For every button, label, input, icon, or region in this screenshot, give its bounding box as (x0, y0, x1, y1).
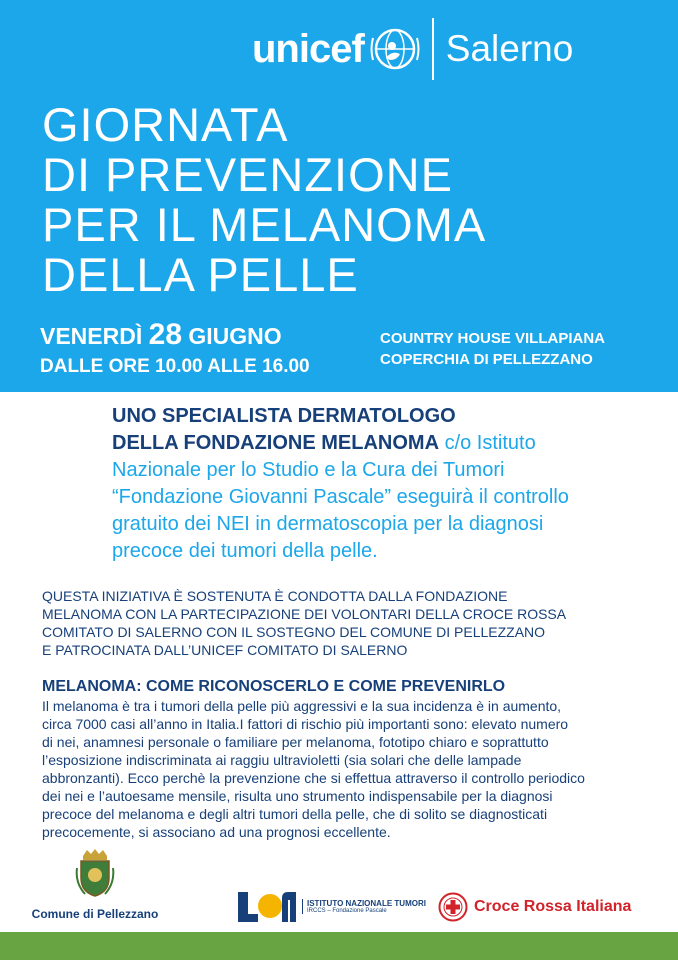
specialist-line: “Fondazione Giovanni Pascale” eseguirà il controllo (112, 486, 569, 508)
header-banner (0, 0, 678, 392)
city-name: Salerno (445, 28, 574, 69)
melanoma-line: precoce del melanoma e degli altri tumori della pelle, che di solito se diagnosticati (42, 806, 548, 822)
unicef-wordmark: unicef (252, 26, 364, 71)
istituto-tumori-logo-icon (236, 888, 298, 924)
melanoma-line: Il melanoma è tra i tumori della pelle più aggressivi e la sua incidenza è in aumento, (42, 698, 562, 714)
cri-logo (438, 892, 631, 922)
date-month: GIUGNO (188, 323, 282, 349)
melanoma-line: abbronzanti). Ecco perchè la prevenzione che si effettua attraverso il controllo periodico (42, 770, 585, 786)
date-weekday: VENERDÌ (40, 323, 143, 349)
istituto-logo (236, 888, 426, 924)
footer-bar (0, 932, 678, 960)
red-cross-icon (438, 892, 468, 922)
support-line: E PATROCINATA DALL’UNICEF COMITATO DI SALERNO (42, 642, 408, 658)
unicef-brand (252, 18, 573, 80)
date-day: 28 (148, 318, 183, 351)
specialist-section (112, 403, 652, 565)
venue-line: COPERCHIA DI PELLEZZANO (380, 351, 593, 368)
melanoma-body (42, 697, 652, 841)
melanoma-line: dei nei e l’autoesame mensile, risulta uno strumento indispensabile per la diagnosi (42, 788, 553, 804)
specialist-heading: UNO SPECIALISTA DERMATOLOGO (112, 405, 456, 427)
cri-label: Croce Rossa Italiana (474, 898, 632, 915)
specialist-line: gratuito dei NEI in dermatoscopia per la diagnosi (112, 513, 544, 535)
comune-logo (30, 848, 160, 921)
comune-label: Comune di Pellezzano (31, 907, 159, 921)
specialist-line (112, 430, 652, 457)
unicef-globe-icon (370, 24, 420, 74)
event-venue (380, 328, 605, 370)
istituto-subname: IRCCS – Fondazione Pascale (307, 907, 387, 914)
melanoma-line: circa 7000 casi all’anno in Italia.I fattori di rischio più importanti sono: elevato numero (42, 716, 569, 732)
melanoma-line: l’esposizione indiscriminata ai raggiu ultravioletti (sia solari che delle lampade (42, 752, 522, 768)
support-line: COMITATO DI SALERNO CON IL SOSTEGNO DEL COMUNE DI PELLEZZANO (42, 624, 546, 640)
event-title (42, 100, 486, 300)
event-date (40, 318, 282, 352)
brand-divider (432, 18, 434, 80)
istituto-name: ISTITUTO NAZIONALE TUMORI (307, 898, 426, 908)
melanoma-line: di nei, anamnesi personale o familiare per melanoma, fototipo chiaro e soprattutto (42, 734, 549, 750)
support-line: MELANOMA CON LA PARTECIPAZIONE DEI VOLONTARI DELLA CROCE ROSSA (42, 606, 567, 622)
support-line: QUESTA INIZIATIVA È SOSTENUTA È CONDOTTA DALLA FONDAZIONE (42, 588, 508, 604)
title-line: DI PREVENZIONE (42, 148, 453, 201)
event-hours: DALLE ORE 10.00 ALLE 16.00 (40, 356, 310, 377)
istituto-text (302, 899, 426, 914)
specialist-foundation: DELLA FONDAZIONE MELANOMA (112, 432, 440, 454)
support-statement (42, 587, 642, 659)
venue-line: COUNTRY HOUSE VILLAPIANA (380, 330, 606, 347)
title-line: GIORNATA (42, 98, 289, 151)
specialist-text: c/o Istituto (439, 432, 536, 454)
specialist-line: Nazionale per lo Studio e la Cura dei Tumori (112, 459, 505, 481)
title-line: PER IL MELANOMA (42, 198, 487, 251)
coat-of-arms-icon (75, 848, 115, 898)
specialist-line: precoce dei tumori della pelle. (112, 540, 378, 562)
title-line: DELLA PELLE (42, 248, 359, 301)
melanoma-line: precocemente, si associano ad una prognosi eccellente. (42, 824, 391, 840)
melanoma-heading: MELANOMA: COME RICONOSCERLO E COME PREVENIRLO (42, 678, 506, 695)
